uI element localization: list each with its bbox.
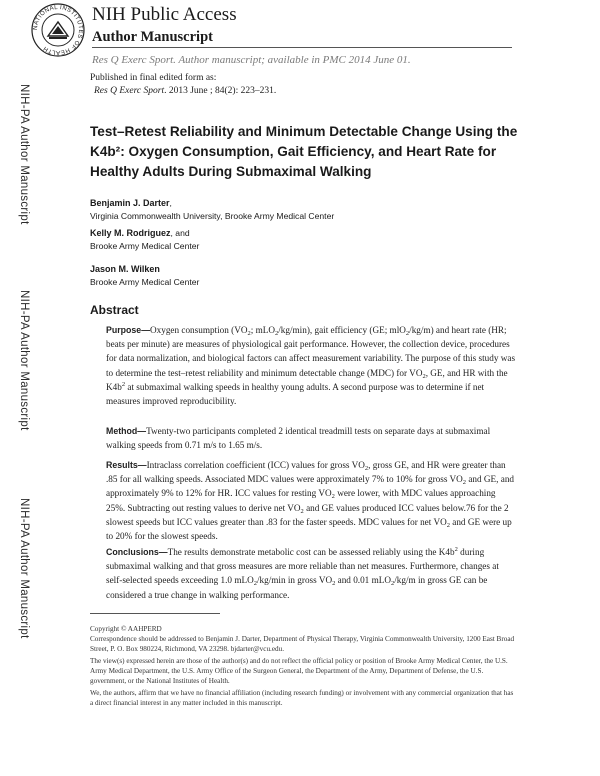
- correspondence-note: Correspondence should be addressed to Benjamin J. Darter, Department of Physical Therapy, Virginia Commonwealth University, 1200 East Broad Street, P. O. Box 980224, Richmond, VA 23298. bjdarter@vcu.edu.: [90, 635, 515, 653]
- citation-journal[interactable]: Res Q Exerc Sport: [92, 54, 174, 66]
- author-sep: , and: [170, 228, 190, 238]
- author-affiliation: Brooke Army Medical Center: [90, 241, 200, 251]
- method-label: Method—: [106, 426, 147, 436]
- conclusions-label: Conclusions—: [106, 547, 168, 557]
- author-block: [90, 263, 199, 289]
- abstract-method: [106, 424, 516, 452]
- method-text: Twenty-two participants completed 2 identical treadmill tests on separate days at submaximal walking speeds from 0.71 m/s to 1.65 m/s.: [106, 426, 491, 451]
- published-citation: [94, 85, 276, 97]
- copyright-note: Copyright © AAHPERD: [90, 625, 162, 633]
- nih-public-access-title: NIH Public Access: [92, 4, 237, 25]
- logo-text: NATIONAL INSTITUTES OF HEALTH: [32, 4, 84, 56]
- published-details: . 2013 June ; 84(2): 223–231.: [164, 86, 277, 96]
- author-sep: ,: [169, 198, 172, 208]
- author-name: Jason M. Wilken: [90, 264, 160, 274]
- article-title: Test–Retest Reliability and Minimum Detectable Change Using the K4b²: Oxygen Consumption, Gait Efficiency, and Heart Rate for Healthy Adults During Submaximal Walking: [90, 124, 518, 179]
- author-block: [90, 227, 199, 253]
- author-name: Kelly M. Rodriguez: [90, 228, 171, 238]
- nih-logo: [30, 2, 86, 58]
- citation-availability: . Author manuscript; available in PMC 2014 June 01.: [173, 54, 411, 66]
- side-label-top: NIH-PA Author Manuscript: [18, 84, 30, 225]
- side-label-middle: NIH-PA Author Manuscript: [18, 290, 30, 431]
- abstract-results: Results—Intraclass correlation coefficient (ICC) values for gross $VO_2$, gross GE, and HR were greater than .85 for all walking speeds. Associated MDC values were approximately 7% to 10% for gross $VO_2$ and GE, and approximately 9% to 12% for HR. ICC values for resting $VO_2$ were lower, with MDC values approaching 25%. Subtracting out resting values to derive net $VO_2$ and GE values produced ICC values below.76 for the 2 slowest speeds but ICC values greater than .83 for the faster speeds. MDC values for net $VO_2$ and GE were up to 20% for the slowest speeds.: [106, 460, 515, 542]
- author-affiliation: Virginia Commonwealth University, Brooke Army Medical Center: [90, 211, 335, 221]
- published-journal: Res Q Exerc Sport: [94, 86, 165, 96]
- footnote-divider: [90, 613, 220, 614]
- abstract-conclusions: Conclusions—The results demonstrate metabolic cost can be assessed reliably using the $K4b^2$ during submaximal walking and that gross measures are more reliable than net measures. Furthermore, changes at self-selected speeds exceeding 1.0 mLO$_2$/kg/min in gross $VO_2$ and 0.01 mLO$_2$/kg/m in gross GE can be considered a true change in walking performance.: [106, 545, 499, 600]
- published-label: Published in final edited form as:: [90, 73, 217, 83]
- financial-note: We, the authors, affirm that we have no financial affiliation (including research funding) or involvement with any commercial organization that has a direct financial interest in any matter included in this manuscript.: [90, 689, 514, 707]
- side-label-bottom: NIH-PA Author Manuscript: [18, 498, 30, 639]
- author-block: [90, 197, 334, 223]
- disclaimer-note: The view(s) expressed herein are those of the author(s) and do not reflect the official policy or position of Brooke Army Medical Center, the U.S. Army Medical Department, the U.S. Army Office of the Surgeon General, the Department of the Army, Department of Defense, the U.S. government, or the National Institutes of Health.: [90, 657, 508, 685]
- purpose-label: Purpose—: [106, 325, 150, 335]
- author-affiliation: Brooke Army Medical Center: [90, 277, 200, 287]
- abstract-heading: Abstract: [90, 303, 139, 317]
- header-divider: [92, 47, 512, 48]
- results-label: Results—: [106, 460, 147, 470]
- abstract-purpose: Purpose—Oxygen consumption ($VO_2$; mLO$_2$/kg/min), gait efficiency (GE; mlO$_2$/kg/m) and heart rate (HR; beats per minute) are measures of physiological gait performance. However, the collection device, procedures for data normalization, and biological factors can affect measurement variability. The purpose of this study was to determine the test–retest reliability and minimum detectable change (MDC) for $VO_2$, GE, and HR with the $K4b^2$ at submaximal walking speeds in healthy young adults. A second purpose was to determine if net measures improved reproducibility.: [106, 325, 516, 407]
- header-citation: [92, 53, 411, 67]
- author-manuscript-label: Author Manuscript: [92, 29, 213, 45]
- author-name: Benjamin J. Darter: [90, 198, 170, 208]
